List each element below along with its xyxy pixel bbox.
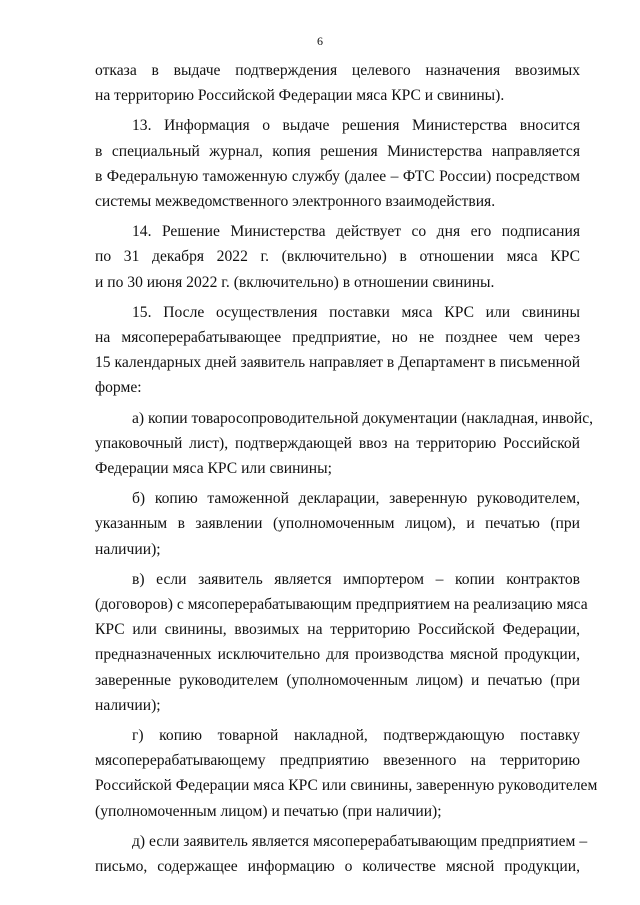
text-line: Федерации мяса КРС или свинины; [95,460,332,478]
page-number: 6 [317,34,323,48]
text-line: мясоперерабатывающему предприятию ввезенного на территорию [95,752,580,770]
paragraph-v [95,567,588,718]
text-line: на территорию Российской Федерации мяса КРС и свинины). [95,87,505,105]
text-line: по 31 декабря 2022 г. (включительно) в отношении мяса КРС [95,248,580,266]
text-line: д) если заявитель является мясоперерабатывающим предприятием – [132,832,588,850]
paragraph-14 [95,219,580,295]
text-line: (уполномоченным лицом) и печатью (при наличии); [95,802,442,820]
text-line: форме: [95,379,142,397]
text-line: (договоров) с мясоперерабатывающим предприятием на реализацию мяса [95,596,588,614]
paragraph-a [95,406,594,482]
text-line: в) если заявитель является импортером – копии контрактов [132,570,580,588]
text-line: 15 календарных дней заявитель направляет в Департамент в письменной [95,354,581,372]
text-line: 14. Решение Министерства действует со дня его подписания [132,223,580,241]
text-line: наличии); [95,696,161,714]
paragraph-continuation [95,58,580,108]
text-line: на мясоперерабатывающее предприятие, но не позднее чем через [95,329,580,347]
paragraph-15 [95,300,580,401]
text-line: наличии); [95,540,161,558]
text-line: в специальный журнал, копия решения Министерства направляется [95,142,580,160]
paragraph-13 [95,113,580,214]
text-line: в Федеральную таможенную службу (далее – ФТС России) посредством [95,167,580,185]
paragraph-g [95,723,598,824]
text-line: КРС или свинины, ввозимых на территорию Российской Федерации, [95,621,580,639]
paragraph-d [95,829,588,879]
text-line: указанным в заявлении (уполномоченным лицом), и печатью (при [95,515,580,533]
text-line: а) копии товаросопроводительной документации (накладная, инвойс, [132,409,594,427]
text-line: г) копию товарной накладной, подтверждающую поставку [132,727,580,745]
text-line: письмо, содержащее информацию о количестве мясной продукции, [95,858,580,876]
text-line: заверенные руководителем (уполномоченным лицом) и печатью (при [95,671,580,689]
text-line: 15. После осуществления поставки мяса КРС или свинины [132,303,580,321]
text-line: отказа в выдаче подтверждения целевого назначения ввозимых [95,62,580,79]
text-line: 13. Информация о выдаче решения Министерства вносится [132,117,580,135]
paragraph-b [95,486,580,562]
text-line: Российской Федерации мяса КРС или свинины, заверенную руководителем [95,777,598,795]
text-line: системы межведомственного электронного взаимодействия. [95,193,496,211]
text-line: б) копию таможенной декларации, заверенную руководителем, [132,490,580,508]
text-line: предназначенных исключительно для производства мясной продукции, [95,646,580,664]
document-body [95,58,598,884]
text-line: упаковочный лист), подтверждающей ввоз на территорию Российской [95,434,580,452]
text-line: и по 30 июня 2022 г. (включительно) в отношении свинины. [95,273,495,291]
